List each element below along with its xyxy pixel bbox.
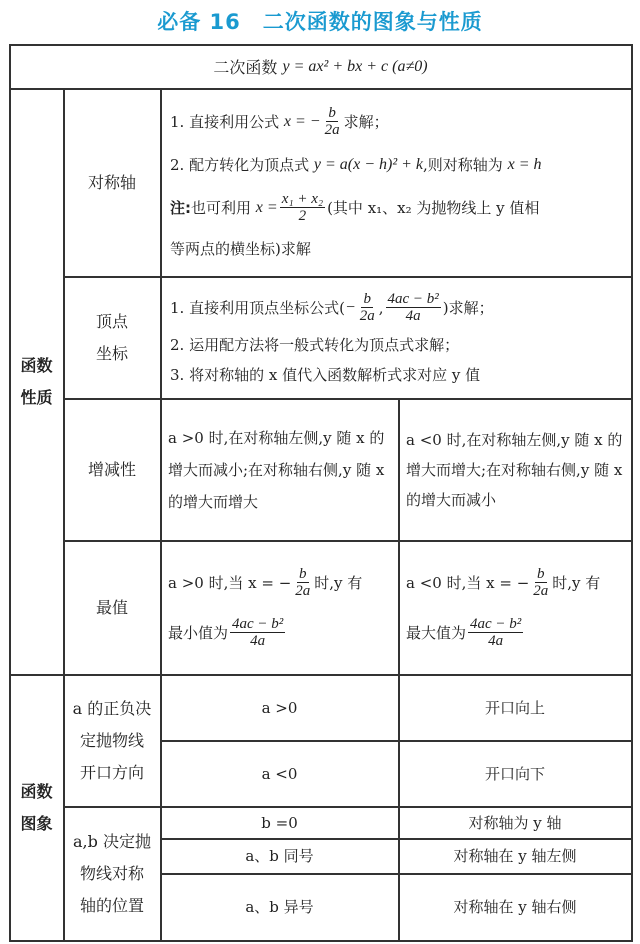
vertex-line-2: 2. 运用配方法将一般式转化为顶点式求解； <box>170 335 460 354</box>
fraction <box>468 616 523 649</box>
opening-cond-1: a >0 <box>261 698 298 717</box>
fraction <box>293 566 312 599</box>
numerator: b <box>328 105 336 121</box>
group-label-line: 性质 <box>20 387 53 407</box>
vertex-line-1: 1. 直接利用顶点坐标公式( − $\frac{b}{2a}$ , $\frac{\text{4ac − b²}}{4a}$ )求解； <box>170 291 494 324</box>
extreme-negative <box>406 541 630 674</box>
title-prefix: 必备 16 <box>157 10 241 34</box>
row-label-axis-position <box>64 807 160 940</box>
denominator: 2 <box>298 208 307 224</box>
opening-cond-2: a <0 <box>261 764 298 783</box>
row-label-monotonic: 增减性 <box>87 459 136 479</box>
label-line: a,b 决定抛 <box>73 831 151 851</box>
text: 1. 直接利用公式 <box>170 112 280 131</box>
axis-pos-result-3: 对称轴在 y 轴右侧 <box>453 898 577 916</box>
axis-pos-cond-1: b =0 <box>261 813 298 832</box>
numerator: b <box>363 291 371 307</box>
opening-result-1: 开口向上 <box>484 698 545 717</box>
group-label-line: 函数 <box>20 781 53 801</box>
label-line: 坐标 <box>95 343 128 363</box>
axis-content <box>170 89 628 276</box>
text: (其中 x₁、x₂ 为抛物线上 y 值相 <box>327 198 540 217</box>
vertex-line-3: 3. 将对称轴的 x 值代入函数解析式求对应 y 值 <box>170 365 481 384</box>
title-text: 二次函数的图象与性质 <box>262 10 483 34</box>
extreme-pos-line-1 <box>168 558 362 608</box>
row-label-extreme: 最值 <box>95 597 128 617</box>
fraction <box>531 566 550 599</box>
label-line: 轴的位置 <box>79 895 144 915</box>
monotonic-positive: a >0 时,在对称轴左侧,y 随 x 的增大而减小;在对称轴右侧,y 随 x 的增大而增大 <box>168 428 385 511</box>
table-border-right <box>631 44 633 942</box>
extreme-neg-line-1 <box>406 558 600 608</box>
numerator: 4ac − b² <box>387 291 439 307</box>
numerator: 4ac − b² <box>470 616 522 632</box>
text: 2. 配方转化为顶点式 <box>170 155 310 174</box>
text: 也可利用 <box>191 198 252 217</box>
axis-pos-result-2: 对称轴在 y 轴左侧 <box>453 847 577 865</box>
group-label-properties <box>10 89 63 674</box>
table-border-bottom <box>9 940 633 942</box>
note-label: 注: <box>170 198 191 217</box>
axis-note <box>170 185 539 231</box>
axis-pos-result-1: 对称轴为 y 轴 <box>468 813 562 832</box>
fraction <box>280 191 325 224</box>
text: a <0 时,当 x = − <box>406 573 530 592</box>
row-label-axis: 对称轴 <box>87 172 136 192</box>
text: a >0 时,当 x = − <box>168 573 292 592</box>
denominator: 4a <box>488 633 504 649</box>
axis-line-2 <box>170 145 542 185</box>
extreme-neg-line-2 <box>406 608 525 658</box>
denominator: 2a <box>359 308 375 324</box>
denominator: 2a <box>533 583 549 599</box>
axis-line-1 <box>170 99 389 145</box>
monotonic-negative: a <0 时,在对称轴左侧,y 随 x 的增大而增大;在对称轴右侧,y 随 x 的增大而减小 <box>406 430 623 509</box>
denominator: 2a <box>324 122 340 138</box>
fraction <box>386 291 441 324</box>
label-line: 顶点 <box>95 311 128 331</box>
label-line: 开口方向 <box>79 762 144 782</box>
text: 1. 直接利用顶点坐标公式( <box>170 298 345 317</box>
axis-pos-cond-3: a、b 异号 <box>245 898 314 916</box>
numerator: x₁ + x₂ <box>281 191 324 207</box>
extreme-pos-line-2 <box>168 608 287 658</box>
formula: x = − <box>283 112 321 130</box>
numerator: b <box>537 566 545 582</box>
page-title <box>0 6 640 36</box>
row-label-vertex <box>64 277 160 398</box>
text: 最小值为 <box>168 623 229 642</box>
denominator: 2a <box>295 583 311 599</box>
vertex-content <box>170 277 628 398</box>
numerator: 4ac − b² <box>232 616 284 632</box>
denominator: 4a <box>405 308 421 324</box>
header-label: 二次函数 <box>213 58 278 77</box>
text: )求解； <box>442 298 494 317</box>
formula: x = h <box>507 155 542 173</box>
table-header <box>10 45 631 88</box>
group-label-graph <box>10 675 63 940</box>
header-formula: y = ax² + bx + c (a≠0) <box>282 57 428 75</box>
axis-note-line-2: 等两点的横坐标)求解 <box>170 239 311 258</box>
label-line: 定抛物线 <box>79 730 144 750</box>
extreme-positive <box>168 541 396 674</box>
text: 时,y 有 <box>552 573 601 592</box>
text: ,则对称轴为 <box>423 155 503 174</box>
text: 最大值为 <box>406 623 467 642</box>
fraction <box>358 291 377 324</box>
label-line: 物线对称 <box>79 863 144 883</box>
denominator: 4a <box>250 633 266 649</box>
label-line: a 的正负决 <box>72 698 152 718</box>
fraction <box>323 105 342 138</box>
text: 时,y 有 <box>314 573 363 592</box>
axis-pos-cond-2: a、b 同号 <box>245 847 314 865</box>
fraction <box>230 616 285 649</box>
row-label-opening <box>64 675 160 806</box>
text: 求解； <box>343 112 389 131</box>
group-label-line: 函数 <box>20 355 53 375</box>
opening-result-2: 开口向下 <box>484 764 545 783</box>
formula: y = a(x − h)² + k <box>313 155 424 173</box>
formula: x = <box>255 198 278 216</box>
numerator: b <box>299 566 307 582</box>
group-label-line: 图象 <box>20 813 53 833</box>
